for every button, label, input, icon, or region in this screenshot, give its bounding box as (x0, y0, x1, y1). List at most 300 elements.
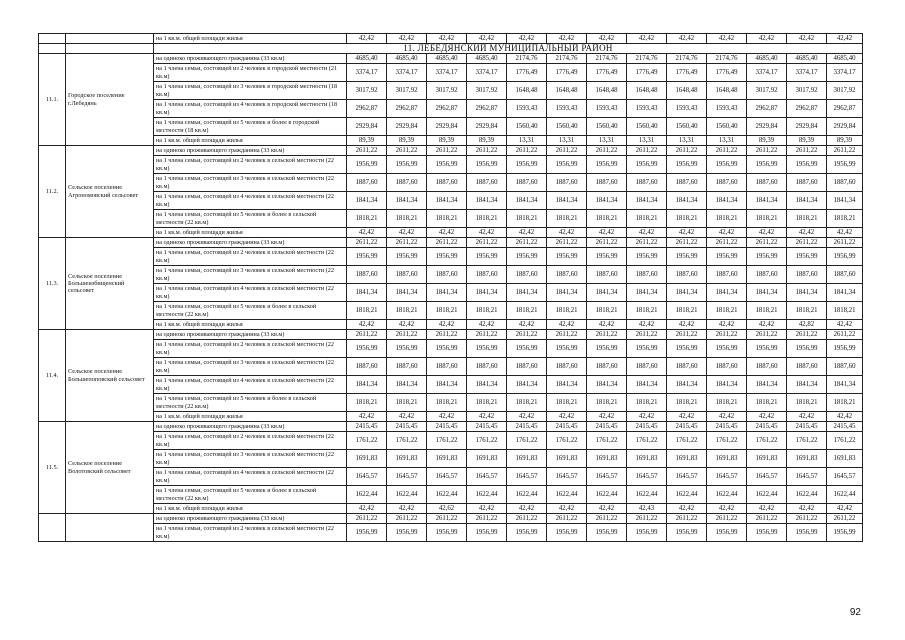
district-title: 11. ЛЕБЕДЯНСКИЙ МУНИЦИПАЛЬНЫЙ РАЙОН (154, 44, 863, 54)
value-cell: 2962,87 (387, 100, 427, 118)
value-cell: 1841,34 (547, 284, 587, 302)
value-cell: 42,42 (347, 320, 387, 330)
value-cell: 2611,22 (787, 330, 827, 340)
table-row (39, 248, 863, 266)
value-cell: 1841,34 (387, 192, 427, 210)
settlement-code: 11.2. (39, 146, 66, 238)
value-cell: 1622,44 (747, 486, 787, 504)
table-row (39, 118, 863, 136)
value-cell: 2611,22 (827, 146, 863, 156)
value-cell: 1956,99 (467, 340, 507, 358)
value-cell: 42,42 (467, 34, 507, 44)
value-cell: 1818,21 (827, 210, 863, 228)
value-cell: 2611,22 (507, 514, 547, 524)
value-cell: 42,42 (707, 320, 747, 330)
value-cell: 2611,22 (347, 330, 387, 340)
value-cell: 1560,40 (667, 118, 707, 136)
value-cell: 42,42 (667, 34, 707, 44)
value-cell: 42,42 (387, 320, 427, 330)
value-cell: 2611,22 (347, 238, 387, 248)
value-cell: 1887,60 (547, 174, 587, 192)
value-cell: 2962,87 (347, 100, 387, 118)
value-cell: 1818,21 (827, 394, 863, 412)
value-cell: 1818,21 (547, 302, 587, 320)
value-cell: 1841,34 (827, 192, 863, 210)
row-description: на 1 члена семьи, состоящей из 3 человек в сельской местности (22 кв.м) (154, 450, 347, 468)
value-cell: 42,42 (427, 320, 467, 330)
value-cell: 42,42 (547, 412, 587, 422)
value-cell: 1956,99 (667, 248, 707, 266)
value-cell: 1818,21 (707, 210, 747, 228)
value-cell: 2611,22 (467, 146, 507, 156)
page-number: 92 (849, 607, 861, 618)
value-cell: 2611,22 (667, 514, 707, 524)
value-cell: 1622,44 (507, 486, 547, 504)
settlement-code: 11.4. (39, 330, 66, 422)
value-cell: 2611,22 (547, 330, 587, 340)
value-cell: 3017,92 (787, 82, 827, 100)
value-cell: 89,39 (747, 136, 787, 146)
value-cell: 1841,34 (427, 192, 467, 210)
value-cell: 2415,45 (507, 422, 547, 432)
value-cell: 42,42 (627, 412, 667, 422)
value-cell: 1761,22 (707, 432, 747, 450)
value-cell: 1818,21 (587, 394, 627, 412)
value-cell: 1593,43 (627, 100, 667, 118)
table-row (39, 192, 863, 210)
value-cell: 42,42 (427, 228, 467, 238)
value-cell: 1841,34 (347, 192, 387, 210)
value-cell: 4685,40 (347, 54, 387, 64)
value-cell: 1645,57 (747, 468, 787, 486)
value-cell: 2611,22 (627, 146, 667, 156)
value-cell: 1956,99 (747, 248, 787, 266)
value-cell: 2611,22 (587, 330, 627, 340)
value-cell: 3374,17 (427, 64, 467, 82)
row-description: на 1 члена семьи, состоящей из 4 человек в сельской местности (22 кв.м) (154, 284, 347, 302)
value-cell: 1645,57 (587, 468, 627, 486)
value-cell: 2611,22 (427, 146, 467, 156)
value-cell: 1956,99 (427, 340, 467, 358)
value-cell: 1887,60 (627, 266, 667, 284)
value-cell: 1887,60 (747, 358, 787, 376)
value-cell: 42,42 (547, 228, 587, 238)
table-row (39, 146, 863, 156)
row-description: на 1 члена семьи, состоящей из 2 человек в сельской местности (22 кв.м) (154, 524, 347, 542)
value-cell: 2415,45 (747, 422, 787, 432)
value-cell: 1841,34 (627, 376, 667, 394)
value-cell: 1956,99 (787, 524, 827, 542)
value-cell: 42,42 (507, 504, 547, 514)
value-cell: 1648,48 (587, 82, 627, 100)
value-cell: 1818,21 (667, 210, 707, 228)
value-cell: 1887,60 (587, 266, 627, 284)
value-cell: 1841,34 (747, 376, 787, 394)
row-description: на 1 члена семьи, состоящей из 5 человек и более в сельской местности (22 кв.м) (154, 486, 347, 504)
row-description: на 1 члена семьи, состоящей из 4 человек в городской местности (18 кв.м) (154, 100, 347, 118)
value-cell: 4685,40 (427, 54, 467, 64)
table-row (39, 54, 863, 64)
value-cell: 1622,44 (387, 486, 427, 504)
table-row (39, 340, 863, 358)
table-row (39, 468, 863, 486)
value-cell: 1645,57 (347, 468, 387, 486)
row-description: на 1 члена семьи, состоящей из 3 человек в сельской местности (22 кв.м) (154, 174, 347, 192)
value-cell: 42,42 (387, 228, 427, 238)
value-cell: 2611,22 (707, 514, 747, 524)
value-cell: 1818,21 (707, 394, 747, 412)
value-cell: 1956,99 (347, 156, 387, 174)
value-cell: 1956,99 (747, 340, 787, 358)
value-cell: 1818,21 (427, 210, 467, 228)
value-cell: 1648,48 (707, 82, 747, 100)
value-cell: 42,42 (587, 228, 627, 238)
value-cell: 1761,22 (587, 432, 627, 450)
value-cell: 1818,21 (347, 210, 387, 228)
value-cell: 1818,21 (827, 302, 863, 320)
value-cell: 2611,22 (827, 330, 863, 340)
table-row (39, 302, 863, 320)
value-cell: 2611,22 (547, 238, 587, 248)
value-cell: 2415,45 (427, 422, 467, 432)
value-cell: 1841,34 (707, 376, 747, 394)
value-cell: 1841,34 (667, 376, 707, 394)
value-cell: 2611,22 (587, 238, 627, 248)
value-cell: 1887,60 (827, 174, 863, 192)
value-cell: 2174,76 (707, 54, 747, 64)
value-cell: 2611,22 (747, 514, 787, 524)
value-cell: 42,42 (467, 320, 507, 330)
value-cell: 1622,44 (347, 486, 387, 504)
value-cell: 1956,99 (347, 248, 387, 266)
value-cell: 42,42 (707, 34, 747, 44)
value-cell: 42,42 (627, 34, 667, 44)
value-cell: 1761,22 (827, 432, 863, 450)
value-cell: 1818,21 (387, 302, 427, 320)
value-cell: 3374,17 (387, 64, 427, 82)
value-cell: 42,42 (587, 34, 627, 44)
value-cell: 1956,99 (587, 340, 627, 358)
value-cell: 42,82 (787, 320, 827, 330)
value-cell: 1841,34 (827, 284, 863, 302)
value-cell: 1841,34 (387, 284, 427, 302)
row-description: на 1 кв.м. общей площади жилья (154, 504, 347, 514)
value-cell: 1818,21 (627, 210, 667, 228)
value-cell: 1622,44 (427, 486, 467, 504)
value-cell: 1887,60 (707, 266, 747, 284)
value-cell: 1560,40 (507, 118, 547, 136)
value-cell: 2962,87 (827, 100, 863, 118)
value-cell: 1887,60 (707, 174, 747, 192)
value-cell: 2611,22 (387, 238, 427, 248)
value-cell: 2611,22 (747, 238, 787, 248)
value-cell: 1841,34 (747, 284, 787, 302)
empty-cell (39, 34, 66, 44)
row-description: на 1 кв.м. общей площади жилья (154, 136, 347, 146)
value-cell: 42,42 (467, 412, 507, 422)
value-cell: 1818,21 (787, 302, 827, 320)
value-cell: 1648,48 (547, 82, 587, 100)
settlement-name: Сельское поселение Большепоповский сельсовет (66, 330, 154, 422)
value-cell: 3374,17 (747, 64, 787, 82)
value-cell: 2611,22 (827, 238, 863, 248)
value-cell: 2611,22 (587, 146, 627, 156)
value-cell: 1818,21 (747, 210, 787, 228)
value-cell: 1887,60 (507, 358, 547, 376)
value-cell: 1841,34 (507, 284, 547, 302)
value-cell: 2929,84 (427, 118, 467, 136)
row-description: на 1 члена семьи, состоящей из 2 человек в городской местности (21 кв.м) (154, 64, 347, 82)
value-cell: 1691,83 (427, 450, 467, 468)
value-cell: 1622,44 (627, 486, 667, 504)
value-cell: 1776,49 (587, 64, 627, 82)
value-cell: 42,42 (707, 228, 747, 238)
value-cell: 1691,83 (667, 450, 707, 468)
value-cell: 1956,99 (387, 156, 427, 174)
table-row (39, 156, 863, 174)
value-cell: 1887,60 (827, 358, 863, 376)
value-cell: 1691,83 (747, 450, 787, 468)
row-description: на 1 члена семьи, состоящей из 3 человек в сельской местности (22 кв.м) (154, 266, 347, 284)
value-cell: 1622,44 (827, 486, 863, 504)
value-cell: 2611,22 (627, 330, 667, 340)
value-cell: 42,42 (787, 228, 827, 238)
value-cell: 42,42 (347, 412, 387, 422)
value-cell: 1818,21 (507, 302, 547, 320)
value-cell: 1841,34 (347, 376, 387, 394)
empty-cell (39, 44, 66, 54)
value-cell: 1593,43 (667, 100, 707, 118)
value-cell: 2415,45 (827, 422, 863, 432)
value-cell: 2611,22 (747, 330, 787, 340)
value-cell: 1648,48 (507, 82, 547, 100)
value-cell: 1956,99 (667, 524, 707, 542)
value-cell: 2611,22 (387, 146, 427, 156)
value-cell: 1956,99 (627, 156, 667, 174)
table-row (39, 266, 863, 284)
table-row (39, 320, 863, 330)
value-cell: 42,42 (747, 504, 787, 514)
value-cell: 1887,60 (627, 174, 667, 192)
value-cell: 42,42 (667, 320, 707, 330)
value-cell: 1560,40 (707, 118, 747, 136)
value-cell: 2611,22 (467, 514, 507, 524)
row-description: на 1 члена семьи, состоящей из 5 человек и более в сельской местности (22 кв.м) (154, 302, 347, 320)
table-row (39, 174, 863, 192)
value-cell: 42,42 (507, 34, 547, 44)
value-cell: 42,42 (707, 504, 747, 514)
value-cell: 2415,45 (547, 422, 587, 432)
value-cell: 1956,99 (587, 156, 627, 174)
value-cell: 2415,45 (787, 422, 827, 432)
value-cell: 1841,34 (467, 192, 507, 210)
value-cell: 2415,45 (667, 422, 707, 432)
value-cell: 42,42 (547, 320, 587, 330)
value-cell: 2611,22 (387, 514, 427, 524)
value-cell: 2611,22 (387, 330, 427, 340)
value-cell: 1841,34 (747, 192, 787, 210)
value-cell: 1887,60 (707, 358, 747, 376)
value-cell: 1761,22 (627, 432, 667, 450)
value-cell: 1691,83 (347, 450, 387, 468)
value-cell: 2962,87 (467, 100, 507, 118)
value-cell: 1956,99 (427, 524, 467, 542)
table-row (39, 450, 863, 468)
value-cell: 42,42 (787, 412, 827, 422)
value-cell: 1956,99 (627, 524, 667, 542)
value-cell: 1887,60 (467, 174, 507, 192)
value-cell: 2611,22 (427, 514, 467, 524)
value-cell: 2611,22 (707, 146, 747, 156)
value-cell: 1622,44 (707, 486, 747, 504)
value-cell: 1841,34 (627, 284, 667, 302)
value-cell: 1887,60 (467, 358, 507, 376)
table-row (39, 412, 863, 422)
value-cell: 89,39 (387, 136, 427, 146)
value-cell: 1841,34 (507, 192, 547, 210)
value-cell: 2611,22 (547, 146, 587, 156)
table-row (39, 524, 863, 542)
value-cell: 1887,60 (387, 174, 427, 192)
value-cell: 1818,21 (587, 210, 627, 228)
value-cell: 1761,22 (387, 432, 427, 450)
table-row (39, 432, 863, 450)
value-cell: 1645,57 (827, 468, 863, 486)
value-cell: 2611,22 (627, 514, 667, 524)
value-cell: 42,42 (667, 504, 707, 514)
value-cell: 42,42 (787, 504, 827, 514)
value-cell: 1645,57 (467, 468, 507, 486)
value-cell: 1818,21 (787, 210, 827, 228)
value-cell: 1593,43 (707, 100, 747, 118)
value-cell: 1841,34 (467, 376, 507, 394)
value-cell: 1776,49 (507, 64, 547, 82)
value-cell: 13,31 (667, 136, 707, 146)
value-cell: 2611,22 (347, 146, 387, 156)
value-cell: 2962,87 (787, 100, 827, 118)
value-cell: 3017,92 (827, 82, 863, 100)
table-row (39, 330, 863, 340)
value-cell: 1956,99 (547, 248, 587, 266)
value-cell: 1691,83 (507, 450, 547, 468)
value-cell: 1887,60 (387, 266, 427, 284)
value-cell: 1956,99 (387, 340, 427, 358)
value-cell: 13,31 (587, 136, 627, 146)
row-description: на 1 кв.м. общей площади жилья (154, 320, 347, 330)
value-cell: 1956,99 (587, 524, 627, 542)
value-cell: 1818,21 (787, 394, 827, 412)
value-cell: 1841,34 (787, 376, 827, 394)
value-cell: 1841,34 (507, 376, 547, 394)
table-row (39, 34, 863, 44)
value-cell: 1622,44 (587, 486, 627, 504)
value-cell: 4685,40 (747, 54, 787, 64)
value-cell: 1841,34 (387, 376, 427, 394)
value-cell: 1956,99 (827, 340, 863, 358)
document-page (38, 33, 862, 596)
value-cell: 1887,60 (787, 174, 827, 192)
value-cell: 1818,21 (467, 394, 507, 412)
value-cell: 2611,22 (507, 146, 547, 156)
value-cell: 13,31 (507, 136, 547, 146)
value-cell: 1645,57 (427, 468, 467, 486)
value-cell: 42,42 (747, 412, 787, 422)
value-cell: 1691,83 (467, 450, 507, 468)
value-cell: 1841,34 (467, 284, 507, 302)
value-cell: 89,39 (427, 136, 467, 146)
value-cell: 1887,60 (427, 174, 467, 192)
table-row (39, 504, 863, 514)
value-cell: 1776,49 (667, 64, 707, 82)
value-cell: 1841,34 (587, 284, 627, 302)
value-cell: 1622,44 (787, 486, 827, 504)
value-cell: 1560,40 (547, 118, 587, 136)
value-cell: 42,42 (667, 412, 707, 422)
value-cell: 1622,44 (547, 486, 587, 504)
value-cell: 1761,22 (347, 432, 387, 450)
value-cell: 1887,60 (787, 266, 827, 284)
value-cell: 3017,92 (467, 82, 507, 100)
value-cell: 2611,22 (667, 146, 707, 156)
value-cell: 1841,34 (427, 376, 467, 394)
row-description: на 1 члена семьи, состоящей из 5 человек и более в городской местности (18 кв.м) (154, 118, 347, 136)
row-description: на 1 члена семьи, состоящей из 5 человек и более в сельской местности (22 кв.м) (154, 210, 347, 228)
value-cell: 1818,21 (547, 394, 587, 412)
row-description: на одиноко проживающего гражданина (33 кв.м) (154, 146, 347, 156)
value-cell: 2611,22 (427, 330, 467, 340)
value-cell: 1841,34 (427, 284, 467, 302)
value-cell: 1956,99 (747, 156, 787, 174)
value-cell: 1560,40 (627, 118, 667, 136)
settlement-code: 11.3. (39, 238, 66, 330)
value-cell: 42,42 (747, 320, 787, 330)
row-description: на одиноко проживающего гражданина (33 кв.м) (154, 422, 347, 432)
value-cell: 2611,22 (347, 514, 387, 524)
value-cell: 1818,21 (547, 210, 587, 228)
empty-cell (66, 34, 154, 44)
value-cell: 42,42 (427, 412, 467, 422)
value-cell: 1645,57 (547, 468, 587, 486)
value-cell: 1622,44 (667, 486, 707, 504)
value-cell: 2415,45 (467, 422, 507, 432)
row-description: на 1 члена семьи, состоящей из 3 человек в городской местности (18 кв.м) (154, 82, 347, 100)
value-cell: 1956,99 (707, 248, 747, 266)
value-cell: 1593,43 (507, 100, 547, 118)
value-cell: 1956,99 (427, 248, 467, 266)
settlement-code: 11.1. (39, 54, 66, 146)
value-cell: 1887,60 (467, 266, 507, 284)
value-cell: 1956,99 (387, 524, 427, 542)
value-cell: 1956,99 (467, 156, 507, 174)
value-cell: 1841,34 (787, 284, 827, 302)
value-cell: 42,42 (587, 504, 627, 514)
value-cell: 1887,60 (827, 266, 863, 284)
value-cell: 1841,34 (707, 284, 747, 302)
settlement-name: Сельское поселение Волотовский сельсовет (66, 422, 154, 514)
value-cell: 1841,34 (667, 192, 707, 210)
value-cell: 2962,87 (747, 100, 787, 118)
value-cell: 2174,76 (547, 54, 587, 64)
row-description: на одиноко проживающего гражданина (33 кв.м) (154, 238, 347, 248)
value-cell: 2174,76 (627, 54, 667, 64)
table-row (39, 486, 863, 504)
row-description: на 1 члена семьи, состоящей из 5 человек и более в сельской местности (22 кв.м) (154, 394, 347, 412)
value-cell: 1761,22 (747, 432, 787, 450)
value-cell: 1956,99 (547, 524, 587, 542)
value-cell: 13,31 (547, 136, 587, 146)
value-cell: 1691,83 (627, 450, 667, 468)
value-cell: 1956,99 (547, 340, 587, 358)
